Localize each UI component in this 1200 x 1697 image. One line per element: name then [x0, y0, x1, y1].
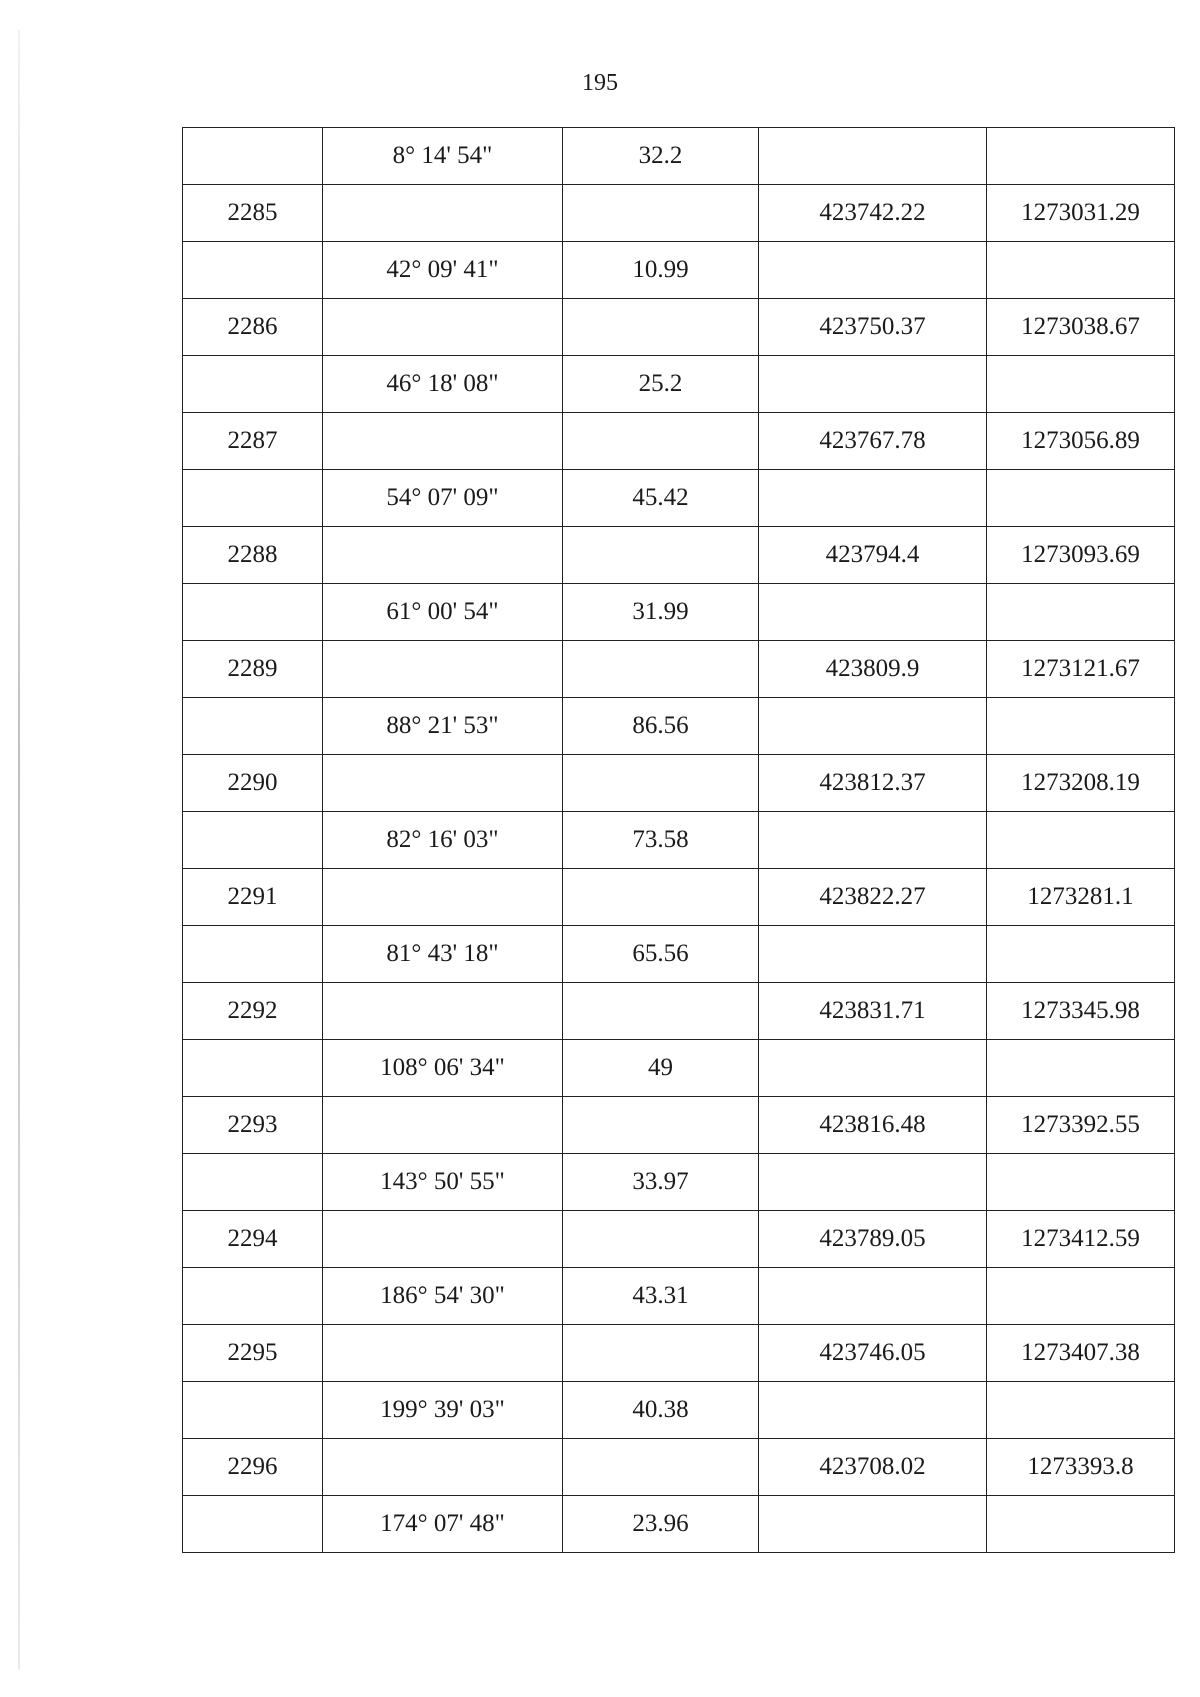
bearing-cell — [323, 1211, 563, 1268]
table-row — [183, 470, 1175, 527]
page-number-container — [0, 70, 1200, 97]
distance-cell — [563, 869, 759, 926]
distance-cell: 10.99 — [563, 242, 759, 299]
station-cell — [183, 1040, 323, 1097]
station-cell — [183, 926, 323, 983]
northing-cell: 423831.71 — [759, 983, 987, 1040]
station-cell — [183, 356, 323, 413]
northing-cell — [759, 584, 987, 641]
northing-cell: 423816.48 — [759, 1097, 987, 1154]
bearing-cell — [323, 983, 563, 1040]
distance-cell: 40.38 — [563, 1382, 759, 1439]
easting-cell — [987, 1496, 1175, 1553]
bearing-cell: 46° 18' 08" — [323, 356, 563, 413]
easting-cell: 1273392.55 — [987, 1097, 1175, 1154]
distance-cell — [563, 1097, 759, 1154]
station-cell: 2289 — [183, 641, 323, 698]
table-row — [183, 1040, 1175, 1097]
northing-cell: 423794.4 — [759, 527, 987, 584]
easting-cell: 1273031.29 — [987, 185, 1175, 242]
table-row — [183, 926, 1175, 983]
northing-cell — [759, 128, 987, 185]
table-row — [183, 641, 1175, 698]
bearing-cell: 61° 00' 54" — [323, 584, 563, 641]
bearing-cell: 8° 14' 54" — [323, 128, 563, 185]
station-cell — [183, 242, 323, 299]
station-cell — [183, 698, 323, 755]
bearing-cell: 143° 50' 55" — [323, 1154, 563, 1211]
table-row — [183, 812, 1175, 869]
distance-cell — [563, 755, 759, 812]
station-cell: 2293 — [183, 1097, 323, 1154]
easting-cell — [987, 584, 1175, 641]
distance-cell — [563, 641, 759, 698]
distance-cell — [563, 185, 759, 242]
table-row — [183, 413, 1175, 470]
station-cell: 2296 — [183, 1439, 323, 1496]
table-row — [183, 698, 1175, 755]
distance-cell — [563, 983, 759, 1040]
northing-cell: 423708.02 — [759, 1439, 987, 1496]
easting-cell: 1273056.89 — [987, 413, 1175, 470]
station-cell: 2287 — [183, 413, 323, 470]
distance-cell: 45.42 — [563, 470, 759, 527]
easting-cell: 1273281.1 — [987, 869, 1175, 926]
station-cell — [183, 1496, 323, 1553]
table-row — [183, 1097, 1175, 1154]
table-row — [183, 242, 1175, 299]
northing-cell — [759, 1154, 987, 1211]
survey-coordinates-table — [182, 127, 1175, 1553]
station-cell: 2286 — [183, 299, 323, 356]
table-row — [183, 185, 1175, 242]
easting-cell: 1273093.69 — [987, 527, 1175, 584]
distance-cell: 49 — [563, 1040, 759, 1097]
northing-cell: 423822.27 — [759, 869, 987, 926]
table-body — [183, 128, 1175, 1553]
station-cell: 2288 — [183, 527, 323, 584]
bearing-cell — [323, 869, 563, 926]
table-row — [183, 299, 1175, 356]
distance-cell — [563, 1211, 759, 1268]
northing-cell: 423746.05 — [759, 1325, 987, 1382]
northing-cell: 423767.78 — [759, 413, 987, 470]
northing-cell: 423809.9 — [759, 641, 987, 698]
bearing-cell: 174° 07' 48" — [323, 1496, 563, 1553]
distance-cell: 65.56 — [563, 926, 759, 983]
table-row — [183, 1154, 1175, 1211]
bearing-cell: 108° 06' 34" — [323, 1040, 563, 1097]
table-row — [183, 128, 1175, 185]
northing-cell — [759, 698, 987, 755]
bearing-cell — [323, 299, 563, 356]
northing-cell — [759, 470, 987, 527]
table-row — [183, 527, 1175, 584]
distance-cell: 86.56 — [563, 698, 759, 755]
station-cell — [183, 470, 323, 527]
station-cell: 2294 — [183, 1211, 323, 1268]
table-row — [183, 584, 1175, 641]
northing-cell — [759, 356, 987, 413]
bearing-cell — [323, 527, 563, 584]
northing-cell — [759, 1040, 987, 1097]
distance-cell: 43.31 — [563, 1268, 759, 1325]
northing-cell: 423750.37 — [759, 299, 987, 356]
table-row — [183, 869, 1175, 926]
easting-cell — [987, 1268, 1175, 1325]
easting-cell — [987, 242, 1175, 299]
station-cell — [183, 812, 323, 869]
bearing-cell: 54° 07' 09" — [323, 470, 563, 527]
table-row — [183, 1268, 1175, 1325]
table-row — [183, 1211, 1175, 1268]
station-cell — [183, 1382, 323, 1439]
easting-cell: 1273345.98 — [987, 983, 1175, 1040]
bearing-cell: 42° 09' 41" — [323, 242, 563, 299]
easting-cell: 1273208.19 — [987, 755, 1175, 812]
northing-cell: 423812.37 — [759, 755, 987, 812]
table-row — [183, 755, 1175, 812]
station-cell: 2290 — [183, 755, 323, 812]
bearing-cell — [323, 413, 563, 470]
easting-cell: 1273121.67 — [987, 641, 1175, 698]
bearing-cell: 81° 43' 18" — [323, 926, 563, 983]
page-number: 195 — [582, 70, 618, 96]
bearing-cell — [323, 1097, 563, 1154]
easting-cell — [987, 356, 1175, 413]
northing-cell — [759, 812, 987, 869]
station-cell: 2295 — [183, 1325, 323, 1382]
distance-cell: 25.2 — [563, 356, 759, 413]
distance-cell — [563, 413, 759, 470]
station-cell — [183, 1268, 323, 1325]
table-row — [183, 1439, 1175, 1496]
table-row — [183, 1382, 1175, 1439]
table-row — [183, 1325, 1175, 1382]
bearing-cell — [323, 185, 563, 242]
distance-cell: 23.96 — [563, 1496, 759, 1553]
distance-cell: 31.99 — [563, 584, 759, 641]
distance-cell — [563, 527, 759, 584]
easting-cell — [987, 698, 1175, 755]
table-row — [183, 1496, 1175, 1553]
easting-cell — [987, 470, 1175, 527]
northing-cell: 423789.05 — [759, 1211, 987, 1268]
bearing-cell: 82° 16' 03" — [323, 812, 563, 869]
easting-cell — [987, 1040, 1175, 1097]
distance-cell — [563, 1325, 759, 1382]
station-cell: 2285 — [183, 185, 323, 242]
station-cell — [183, 1154, 323, 1211]
northing-cell — [759, 1268, 987, 1325]
easting-cell — [987, 1382, 1175, 1439]
bearing-cell — [323, 641, 563, 698]
distance-cell: 32.2 — [563, 128, 759, 185]
distance-cell — [563, 299, 759, 356]
station-cell: 2292 — [183, 983, 323, 1040]
easting-cell: 1273393.8 — [987, 1439, 1175, 1496]
easting-cell — [987, 812, 1175, 869]
bearing-cell: 199° 39' 03" — [323, 1382, 563, 1439]
northing-cell — [759, 242, 987, 299]
distance-cell — [563, 1439, 759, 1496]
easting-cell — [987, 926, 1175, 983]
northing-cell — [759, 1382, 987, 1439]
bearing-cell: 186° 54' 30" — [323, 1268, 563, 1325]
station-cell — [183, 584, 323, 641]
station-cell: 2291 — [183, 869, 323, 926]
distance-cell: 33.97 — [563, 1154, 759, 1211]
easting-cell: 1273407.38 — [987, 1325, 1175, 1382]
scan-edge-shadow — [18, 30, 20, 1670]
bearing-cell — [323, 1325, 563, 1382]
distance-cell: 73.58 — [563, 812, 759, 869]
bearing-cell: 88° 21' 53" — [323, 698, 563, 755]
bearing-cell — [323, 1439, 563, 1496]
northing-cell: 423742.22 — [759, 185, 987, 242]
northing-cell — [759, 1496, 987, 1553]
easting-cell: 1273038.67 — [987, 299, 1175, 356]
bearing-cell — [323, 755, 563, 812]
easting-cell — [987, 128, 1175, 185]
station-cell — [183, 128, 323, 185]
northing-cell — [759, 926, 987, 983]
easting-cell — [987, 1154, 1175, 1211]
table-row — [183, 356, 1175, 413]
easting-cell: 1273412.59 — [987, 1211, 1175, 1268]
table-row — [183, 983, 1175, 1040]
